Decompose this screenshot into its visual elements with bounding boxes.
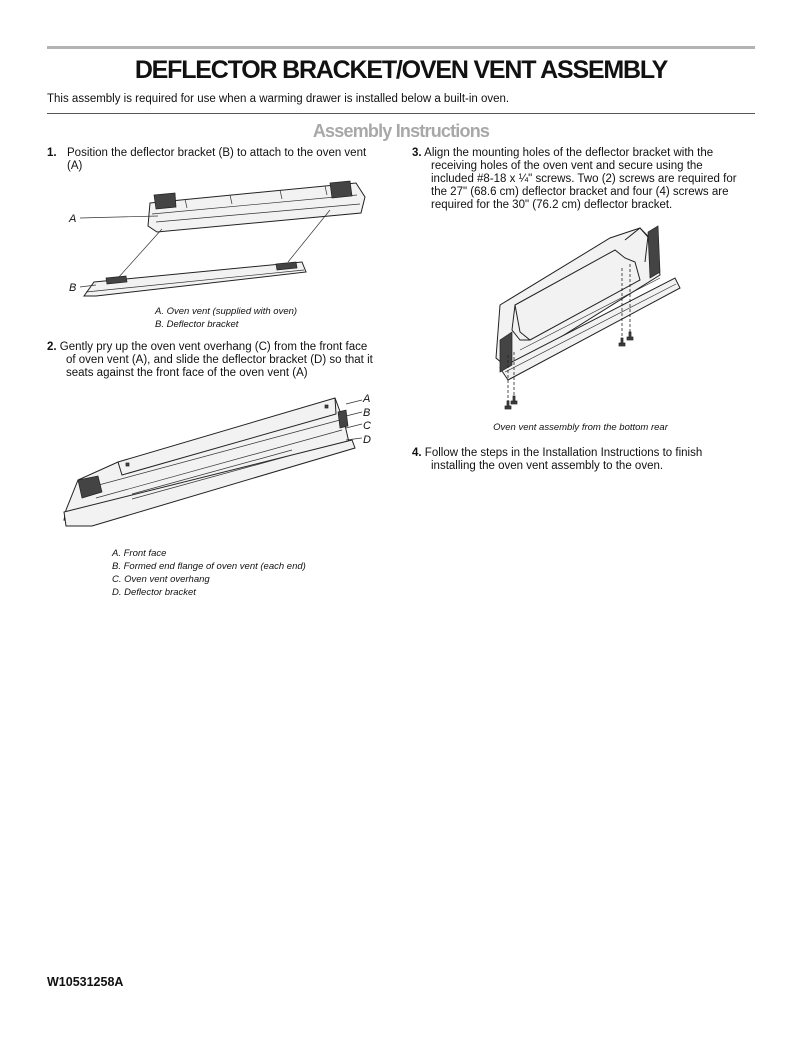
- fig2-captions: A. Front face B. Formed end flange of oven vent (each end) C. Oven vent overhang D. Deflector bracket: [112, 548, 306, 598]
- step-2-number: 2.: [47, 341, 57, 353]
- fig1-label-a: A: [69, 213, 77, 225]
- fig2-label-c: C: [363, 420, 371, 432]
- step-4-number: 4.: [412, 447, 422, 459]
- page-title: DEFLECTOR BRACKET/OVEN VENT ASSEMBLY: [134, 56, 668, 84]
- fig1-captions: A. Oven vent (supplied with oven) B. Deflector bracket: [155, 306, 298, 330]
- fig2-label-d: D: [363, 433, 371, 446]
- step-3-number: 3.: [412, 147, 422, 159]
- fig2-label-a: A: [363, 393, 371, 405]
- step-4: 4. Follow the steps in the Installation Instructions to finish installing the oven vent assembly to the oven.: [412, 447, 703, 472]
- fig1-label-b: B: [69, 282, 77, 294]
- document-number: W10531258A: [47, 975, 124, 989]
- vent-assembly-bottom-view: [496, 226, 680, 380]
- fig2-label-b: B: [363, 406, 371, 419]
- section-heading: Assembly Instructions: [312, 121, 490, 141]
- step-2: 2. Gently pry up the oven vent overhang (C) from the front face of oven vent (A), and slide the deflector bracket (D) so that it seats against the front face of the oven vent (A): [47, 341, 373, 379]
- step-1-number: 1.: [47, 147, 57, 159]
- step-3: 3. Align the mounting holes of the deflector bracket with the receiving holes of the oven vent and secure using the included #8-18 x ¼" screws. Two (2) screws are required for the 27" (68.6 cm) deflector bracket and four (4) screws are required for the 30" (76.2 cm) deflector bracket.: [412, 147, 737, 211]
- step-1-text: Position the deflector bracket (B) to attach to the oven vent (A): [67, 147, 367, 172]
- intro-text: This assembly is required for use when a warming drawer is installed below a built-in oven.: [47, 93, 510, 105]
- fig3-caption: Oven vent assembly from the bottom rear: [493, 422, 668, 433]
